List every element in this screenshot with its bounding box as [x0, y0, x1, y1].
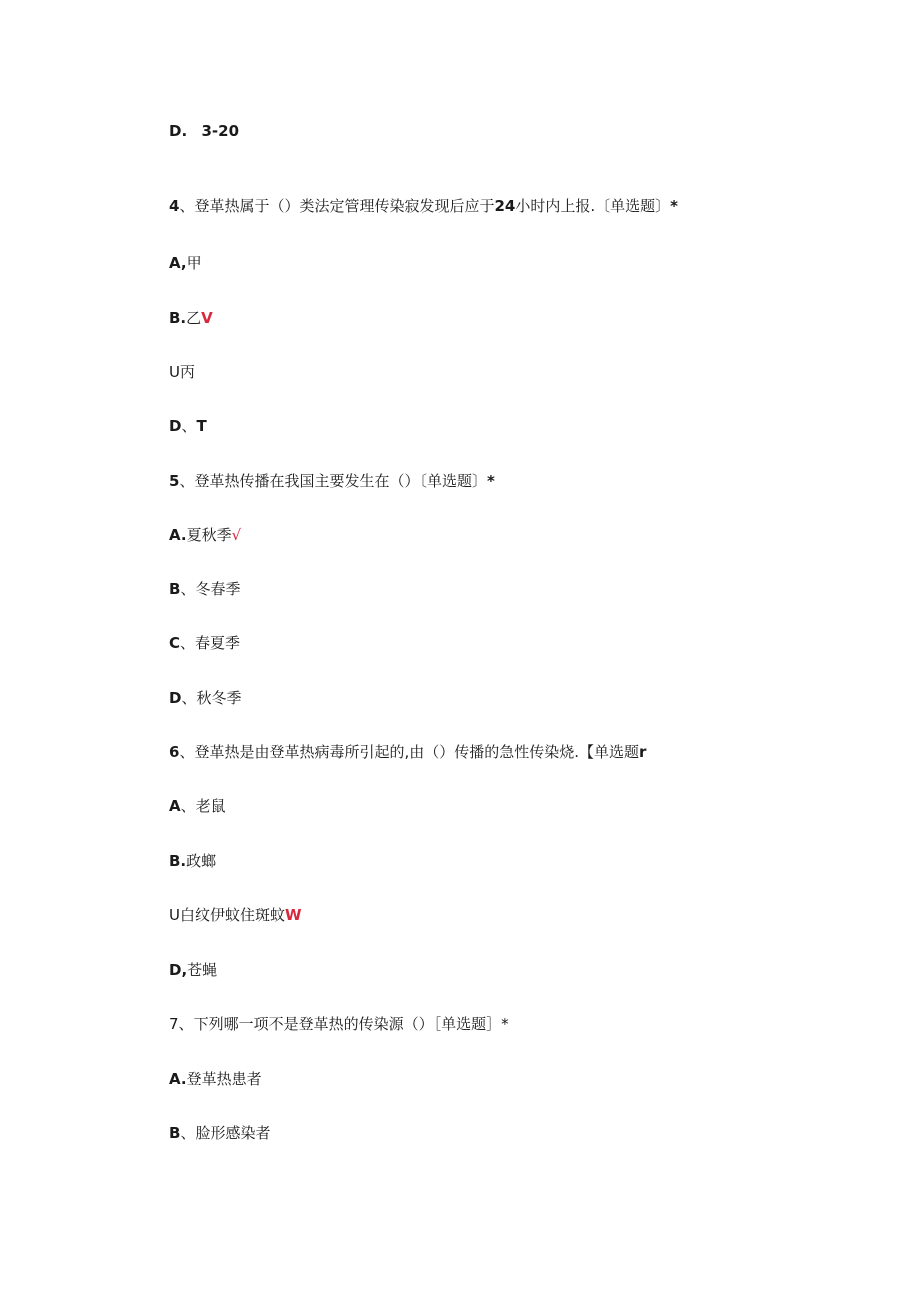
option-q6-b [169, 851, 216, 871]
question-text: 登革热传播在我国主要发生在（）〔单选题〕 [194, 472, 487, 490]
question-separator: 、 [178, 1015, 194, 1033]
question-number: 7 [169, 1015, 179, 1033]
option-letter: D. [169, 122, 188, 140]
answer-mark: W [285, 906, 302, 924]
question-text-tail: 小时内上报.〔单选题〕 [515, 197, 671, 215]
option-text: 夏秋季 [186, 526, 232, 544]
option-letter: A [169, 797, 181, 815]
option-q5-a [169, 525, 241, 545]
option-letter: D [169, 417, 182, 435]
option-letter: A. [169, 526, 187, 544]
option-text: 白纹伊蚊住斑蚊 [179, 906, 285, 924]
option-q4-c [169, 362, 195, 382]
option-q5-c [169, 633, 240, 653]
option-q5-b [169, 579, 240, 599]
question-text: 登革热是由登革热病毒所引起的,由（）传播的急性传染烧.【单选题 [194, 743, 639, 761]
required-star: * [486, 472, 495, 490]
option-letter: A. [169, 1070, 187, 1088]
question-5 [169, 471, 495, 491]
option-text: 、老鼠 [180, 797, 226, 815]
option-text: 、秋冬季 [181, 689, 242, 707]
question-bold-number: 24 [494, 197, 516, 215]
question-text: 登革热属于（）类法定管理传染寂发现后应于 [194, 197, 495, 215]
option-text: 丙 [179, 363, 195, 381]
option-letter: C [169, 634, 181, 652]
question-number: 5 [169, 472, 180, 490]
answer-mark: V [201, 309, 213, 327]
required-star: * [501, 1015, 509, 1033]
option-text: 登革热患者 [186, 1070, 262, 1088]
option-text: 、脸形感染者 [180, 1124, 271, 1142]
question-text: 下列哪一项不是登革热的传染源（）［单选题］ [193, 1015, 502, 1033]
option-q4-b [169, 308, 213, 328]
option-text: 、冬春季 [180, 580, 241, 598]
question-number: 4 [169, 197, 180, 215]
question-separator: 、 [179, 197, 195, 215]
question-7 [169, 1014, 509, 1034]
option-letter: B [169, 1124, 181, 1142]
option-q6-a [169, 796, 226, 816]
option-q7-a [169, 1069, 262, 1089]
required-star: * [670, 197, 678, 215]
option-text: 、 [181, 417, 197, 435]
option-letter: D, [169, 961, 188, 979]
answer-mark: √ [231, 526, 242, 544]
option-q6-d [169, 960, 217, 980]
option-bold-text: T [196, 417, 207, 435]
option-q5-d [169, 688, 241, 708]
option-text: 3-20 [201, 122, 240, 140]
question-separator: 、 [179, 743, 195, 761]
option-q3-d [169, 121, 239, 141]
option-letter: B. [169, 852, 187, 870]
option-q6-c [169, 905, 302, 925]
option-text: 政螂 [186, 852, 217, 870]
option-letter: D [169, 689, 182, 707]
option-q4-a [169, 253, 202, 273]
question-4 [169, 196, 678, 216]
option-letter: A, [169, 254, 187, 272]
question-separator: 、 [179, 472, 195, 490]
option-letter: B. [169, 309, 187, 327]
question-number: 6 [169, 743, 180, 761]
option-text: 、春夏季 [180, 634, 241, 652]
option-letter: B [169, 580, 181, 598]
option-text: 甲 [186, 254, 202, 272]
option-letter: U [169, 363, 180, 381]
option-letter: U [169, 906, 180, 924]
option-q7-b [169, 1123, 270, 1143]
option-text: 苍蝇 [187, 961, 218, 979]
option-text: 乙 [186, 309, 202, 327]
option-q4-d [169, 416, 207, 436]
question-6 [169, 742, 646, 762]
question-trailing-char: r [639, 743, 647, 761]
